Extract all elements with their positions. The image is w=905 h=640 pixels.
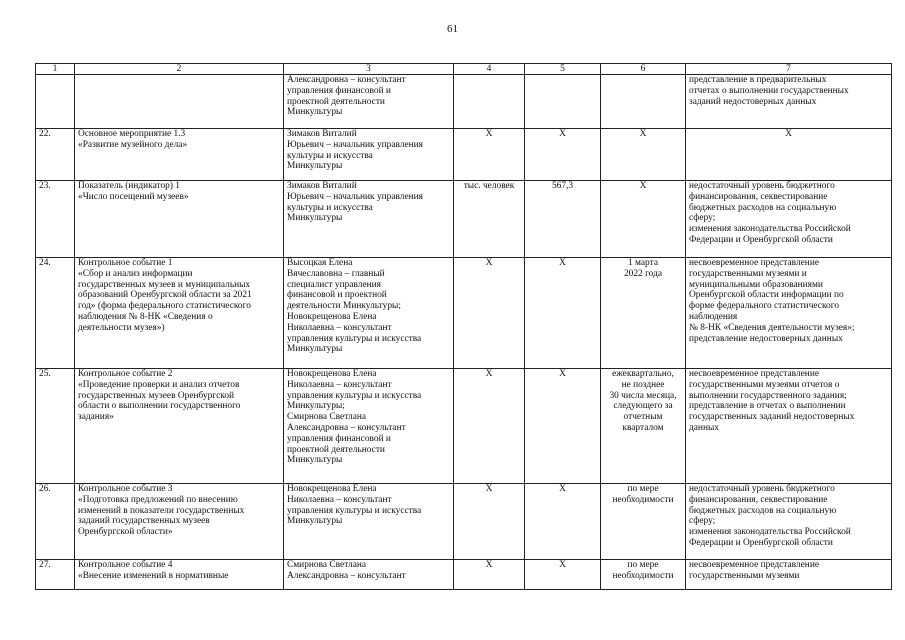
table-row [36, 129, 892, 181]
table-row [36, 258, 892, 369]
row-name [75, 75, 284, 129]
row-responsible: Смирнова Светлана Александровна – консультант [284, 560, 454, 590]
row-number: 26. [36, 484, 75, 560]
column-header: 2 [75, 64, 284, 75]
row-name: Контрольное событие 2 «Проведение проверки и анализ отчетов государственных музеев Оренбургской области о выполнении государственного задания» [75, 369, 284, 484]
row-deadline: по мере необходимости [601, 560, 686, 590]
row-deadline: Х [601, 181, 686, 258]
row-number: 24. [36, 258, 75, 369]
column-header: 5 [525, 64, 601, 75]
row-responsible: Новокрещенова Елена Николаевна – консультант управления культуры и искусства Минкультуры [284, 484, 454, 560]
column-number-row [36, 64, 892, 75]
table-row [36, 369, 892, 484]
column-header: 4 [454, 64, 525, 75]
row-name: Контрольное событие 1 «Сбор и анализ информации государственных музеев и муниципальных образований Оренбургской области за 2021 год» (форма федерального статистического наблюдения № 8-НК «Сведения о деятельности музея») [75, 258, 284, 369]
table-row [36, 484, 892, 560]
table-row [36, 560, 892, 590]
page-number: 61 [447, 23, 458, 35]
row-value [525, 75, 601, 129]
row-unit [454, 75, 525, 129]
row-value: Х [525, 369, 601, 484]
row-responsible: Новокрещенова Елена Николаевна – консультант управления культуры и искусства Минкультуры; Смирнова Светлана Александровна – консультант управления финансовой и проектной деятельности Минкультуры [284, 369, 454, 484]
row-value: Х [525, 484, 601, 560]
row-risks: несвоевременное представление государственными музеями [686, 560, 892, 590]
row-unit: Х [454, 560, 525, 590]
row-name: Контрольное событие 4 «Внесение изменений в нормативные [75, 560, 284, 590]
row-name: Контрольное событие 3 «Подготовка предложений по внесению изменений в показатели государственных заданий государственных музеев Оренбургской области» [75, 484, 284, 560]
row-responsible: Зимаков Виталий Юрьевич – начальник управления культуры и искусства Минкультуры [284, 181, 454, 258]
row-unit: Х [454, 484, 525, 560]
row-name: Показатель (индикатор) 1 «Число посещений музеев» [75, 181, 284, 258]
row-responsible: Зимаков Виталий Юрьевич – начальник управления культуры и искусства Минкультуры [284, 129, 454, 181]
row-responsible: Высоцкая Елена Вячеславовна – главный специалист управления финансовой и проектной деятельности Минкультуры; Новокрещенова Елена Николаевна – консультант управления культуры и искусства Минкультуры [284, 258, 454, 369]
row-value: 567,3 [525, 181, 601, 258]
row-deadline: по мере необходимости [601, 484, 686, 560]
row-risks: Х [686, 129, 892, 181]
row-responsible: Александровна – консультант управления финансовой и проектной деятельности Минкультуры [284, 75, 454, 129]
row-unit: Х [454, 129, 525, 181]
row-number: 25. [36, 369, 75, 484]
row-number: 27. [36, 560, 75, 590]
row-risks: несвоевременное представление государственными музеями отчетов о выполнении государственного задания; представление в отчетах о выполнении государственных заданий недостоверных данных [686, 369, 892, 484]
row-number: 22. [36, 129, 75, 181]
row-risks: недостаточный уровень бюджетного финансирования, секвестирование бюджетных расходов на социальную сферу; изменения законодательства Российской Федерации и Оренбургской области [686, 484, 892, 560]
row-value: Х [525, 129, 601, 181]
row-deadline: 1 марта 2022 года [601, 258, 686, 369]
row-number [36, 75, 75, 129]
row-name: Основное мероприятие 1.3 «Развитие музейного дела» [75, 129, 284, 181]
row-unit: Х [454, 258, 525, 369]
row-risks: недостаточный уровень бюджетного финансирования, секвестирование бюджетных расходов на социальную сферу; изменения законодательства Российской Федерации и Оренбургской области [686, 181, 892, 258]
row-risks: несвоевременное представление государственными музеями и муниципальными образованиями Оренбургской области информации по форме федерального статистического наблюдения № 8-НК «Сведения деятельности музея»; представление недостоверных данных [686, 258, 892, 369]
row-risks: представление в предварительных отчетах о выполнении государственных заданий недостоверных данных [686, 75, 892, 129]
table-row [36, 181, 892, 258]
table-row [36, 75, 892, 129]
row-deadline: ежеквартально, не позднее 30 числа месяца, следующего за отчетным кварталом [601, 369, 686, 484]
column-header: 7 [686, 64, 892, 75]
row-value: Х [525, 258, 601, 369]
column-header: 6 [601, 64, 686, 75]
row-deadline: Х [601, 129, 686, 181]
row-deadline [601, 75, 686, 129]
column-header: 1 [36, 64, 75, 75]
column-header: 3 [284, 64, 454, 75]
row-unit: Х [454, 369, 525, 484]
row-unit: тыс. человек [454, 181, 525, 258]
row-value: Х [525, 560, 601, 590]
row-number: 23. [36, 181, 75, 258]
plan-table [35, 63, 892, 590]
